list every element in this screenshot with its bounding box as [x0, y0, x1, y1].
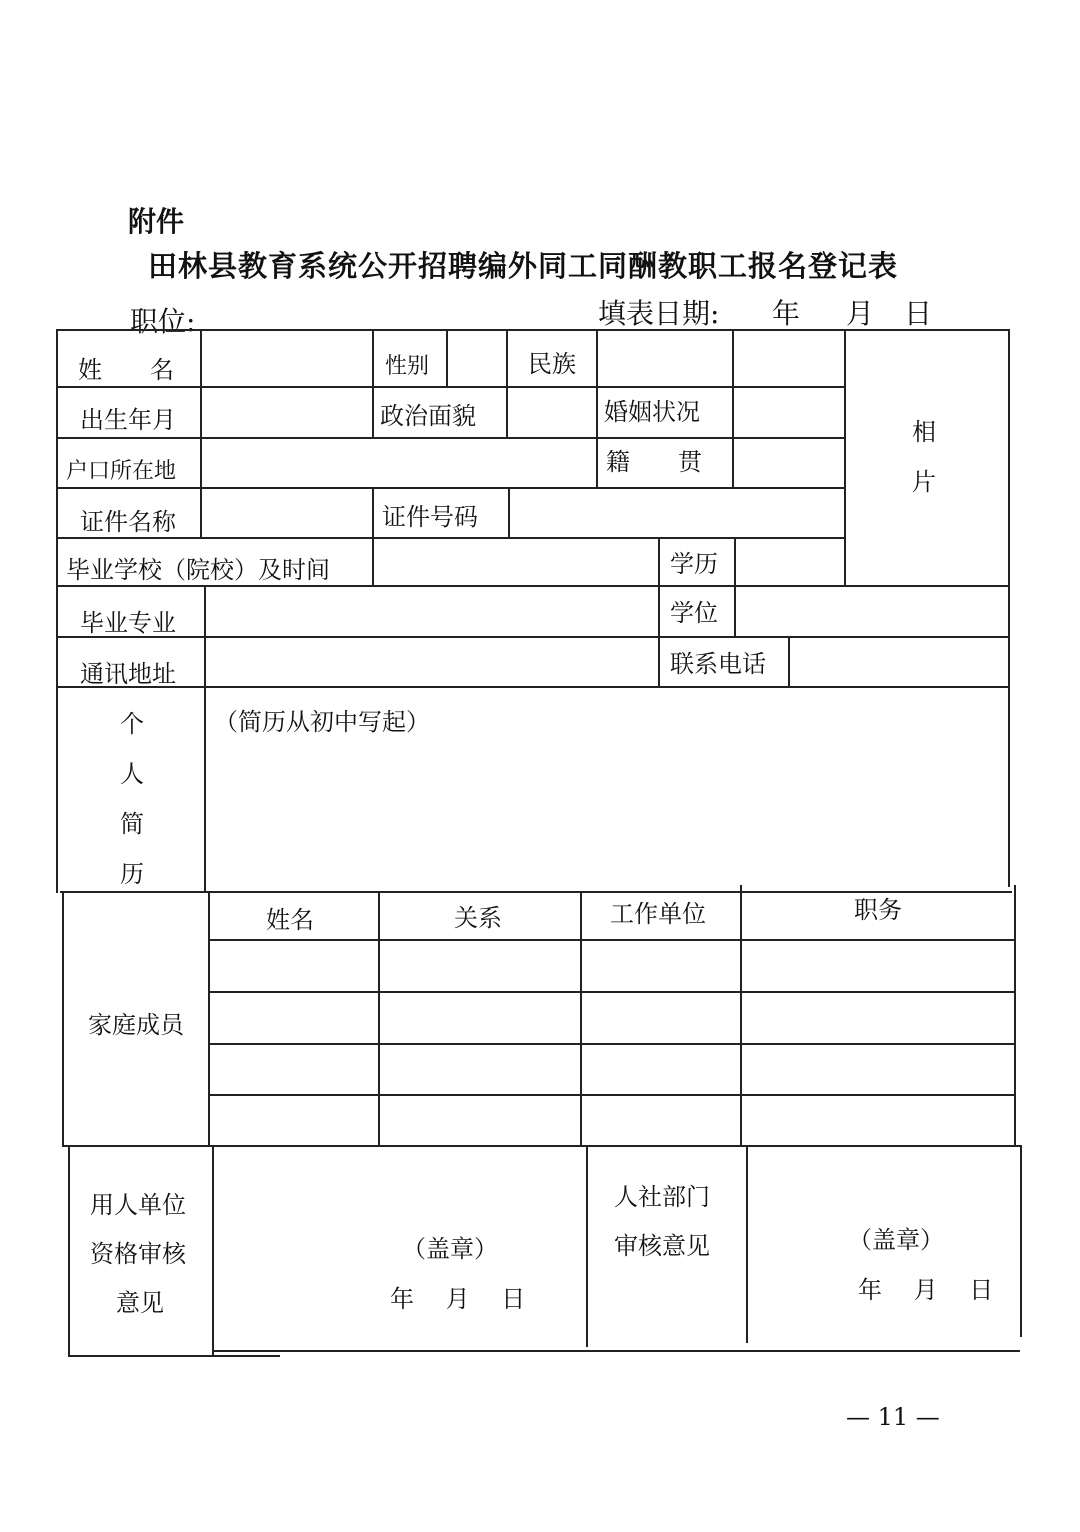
id-number-label: 证件号码: [382, 503, 478, 531]
address-label: 通讯地址: [80, 660, 176, 688]
family-col-relation: 关系: [454, 904, 502, 932]
resume-label-char-4: 历: [120, 860, 144, 888]
fill-date-label: 填表日期:: [598, 297, 720, 330]
major-label: 毕业专业: [80, 609, 176, 637]
resume-label-char-2: 人: [120, 760, 144, 788]
education-label: 学历: [670, 550, 718, 578]
photo-label-1: 相: [912, 418, 936, 446]
family-label: 家庭成员: [88, 1011, 184, 1039]
resume-label-char-1: 个: [120, 710, 144, 738]
page-number: — 11 —: [846, 1403, 940, 1431]
hr-seal: （盖章）: [848, 1226, 944, 1254]
resume-label-char-3: 简: [120, 810, 144, 838]
degree-label: 学位: [670, 599, 718, 627]
page-title: 田林县教育系统公开招聘编外同工同酬教职工报名登记表: [148, 249, 899, 283]
native-place-label: 籍 贯: [606, 448, 702, 476]
id-type-label: 证件名称: [80, 508, 176, 536]
name-label: 姓 名: [78, 356, 174, 384]
political-label: 政治面貌: [380, 402, 476, 430]
school-label: 毕业学校（院校）及时间: [66, 556, 330, 584]
birth-label: 出生年月: [80, 406, 176, 434]
employer-date: 年 月 日: [390, 1285, 526, 1313]
hr-date: 年 月 日: [858, 1276, 994, 1304]
hr-review-line-2: 审核意见: [614, 1232, 710, 1260]
family-col-employer: 工作单位: [610, 900, 706, 928]
fill-date-year: 年: [772, 297, 801, 330]
position-label: 职位:: [130, 305, 196, 338]
gender-label: 性别: [385, 354, 430, 379]
attachment-label: 附件: [128, 205, 185, 238]
hukou-label: 户口所在地: [66, 459, 177, 484]
fill-date-day: 日: [904, 297, 933, 330]
marital-label: 婚姻状况: [604, 398, 700, 426]
employer-seal: （盖章）: [402, 1235, 498, 1263]
hr-review-line-1: 人社部门: [614, 1183, 710, 1211]
photo-label-2: 片: [912, 468, 936, 496]
employer-review-line-1: 用人单位: [90, 1191, 186, 1219]
employer-review-line-2: 资格审核: [90, 1240, 186, 1268]
resume-hint: （简历从初中写起）: [214, 708, 430, 736]
fill-date-month: 月: [846, 297, 875, 330]
employer-review-line-3: 意见: [116, 1289, 164, 1317]
family-col-job-title: 职务: [854, 896, 902, 924]
ethnicity-label: 民族: [528, 350, 576, 378]
phone-label: 联系电话: [670, 650, 766, 678]
family-col-name: 姓名: [266, 906, 314, 934]
